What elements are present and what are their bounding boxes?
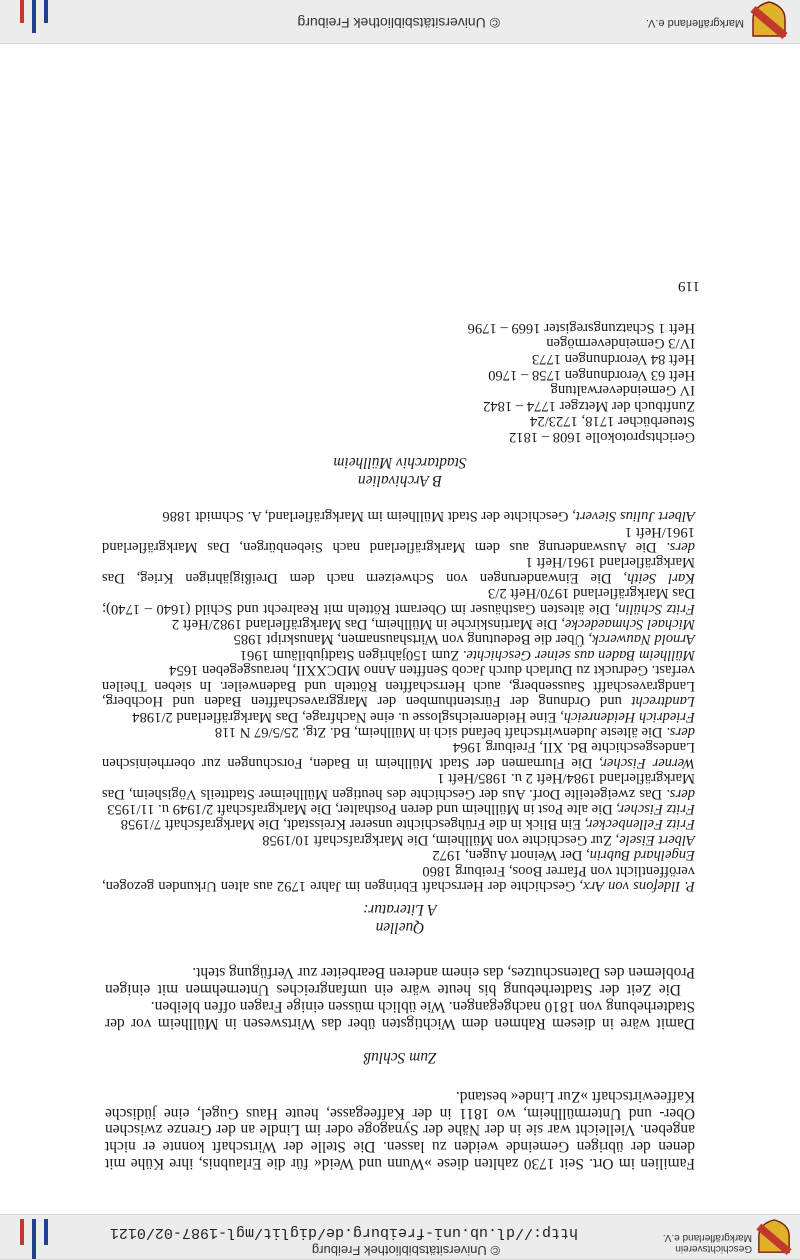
literature-author: Friedrich Heidenreich,: [560, 708, 695, 725]
literature-author: P. Ildefons von Arx,: [579, 878, 695, 894]
header-copyright: © Universitätsbibliothek Freiburg: [311, 1243, 500, 1258]
literature-author: Fritz Fischer,: [616, 800, 695, 817]
literature-title: Geschichte der Herrschaft Ebringen im Jahre 1792 aus alten Urkunden gezogen, veröffentlicht von Pfarrer Boos, Freiburg 1860: [102, 862, 695, 894]
footer-copyright: © Universitätsbibliothek Freiburg: [297, 15, 500, 31]
literature-author: Werner Fischer,: [599, 754, 695, 771]
university-logo-icon: [20, 1219, 48, 1259]
literature-entry: [102, 816, 695, 831]
literature-entry: [102, 862, 695, 893]
literature-title: Die Auswanderung aus dem Markgräflerland nach Siebenbürgen, Das Markgräflerland 1961/Heft 1: [102, 523, 695, 556]
schluss-paragraph-2: Die Zeit der Stadterhebung bis heute wäre ein umfangreiches Unternehmen mit einigen Problemen des Datenschutzes, das einem anderen Bearbeiter zur Verfügung steht.: [105, 964, 695, 998]
literature-author: Fritz Schülin,: [614, 600, 695, 617]
archive-item: Heft 63 Verordnungen 1758 – 1760: [488, 366, 695, 383]
archive-item: Heft 84 Verordnungen 1773: [531, 351, 695, 368]
literature-entry: [102, 523, 695, 554]
schluss-heading: Zum Schluß: [363, 1049, 437, 1066]
archive-item: IV/3 Gemeindevermögen: [546, 335, 695, 352]
literature-entry: [102, 847, 695, 862]
literatur-heading: A Literatur:: [363, 901, 437, 918]
literature-title: Geschichte der Stadt Müllheim im Markgräflerland, A. Schmidt 1886: [162, 508, 573, 525]
literature-title: Zur Geschichte von Müllheim, Die Markgrafschaft 10/1958: [262, 831, 616, 848]
literature-entry: [102, 708, 695, 723]
quellen-heading: Quellen: [375, 919, 425, 936]
literature-title: Die Martinskirche in Müllheim, Das Markgräflerland 1982/Heft 2: [171, 616, 562, 633]
literature-author: Müllheim Baden aus seiner Geschichte.: [462, 646, 695, 663]
literature-title: Zum 150jährigen Stadtjubiläum 1961: [239, 646, 463, 663]
literature-author: ders.: [666, 539, 695, 556]
literature-entry: [102, 831, 695, 846]
literature-entry: [102, 508, 695, 523]
literature-title: Die Einwanderungen von Schweizern nach dem Dreißigjährigen Krieg, Das Markgräflerland 1961/Heft 1: [102, 554, 695, 586]
literature-author: Engelhard Bubrin,: [586, 847, 695, 864]
archive-subheading: Stadtarchiv Müllheim: [333, 454, 467, 471]
literature-author: Albert Eisele,: [615, 831, 695, 848]
association-crest-icon: [756, 1219, 792, 1255]
literature-entry: [102, 585, 695, 616]
footer-association-text: Markgräflerland e.V.: [645, 17, 744, 29]
literature-title: Das zweigeteilte Dorf. Aus der Geschichte des heutigen Müllheimer Stadtteils Vögisheim, Das Markgräflerland 1984/Heft 2 u. 1985/Heft 1: [102, 770, 695, 802]
literature-title: Ein Blick in die Frühgeschichte unserer Kreisstadt, Die Markgrafschaft 7/1958: [120, 816, 585, 833]
archive-item: Gerichtsprotokolle 1608 – 1812: [508, 429, 695, 445]
literature-entry: [102, 616, 695, 631]
archive-list: [468, 319, 695, 444]
archive-item: Heft 1 Schatzungsregister 1669 – 1796: [467, 319, 695, 336]
archive-item: Steuerbücher 1718, 1723/24: [530, 413, 695, 430]
literature-author: Arnold Nauwerck,: [588, 631, 695, 648]
archive-item: IV Gemeindeverwaltung: [550, 382, 695, 399]
literature-title: und Ordnung der Fürstenthumben der Marggraveschafften Baden und Hochberg, Landgraveschafft Saussenberg, auch Herrschafften Rötteln und Badenweiler. In sieben Theilen verfast. Gedruckt zu Durlach durch Jacob Senfften Anno MDCXXII, herausgegeben 1654: [102, 662, 695, 710]
literature-author: Fritz Fellenbecker,: [584, 816, 695, 833]
literature-entry: [102, 554, 695, 585]
archive-item: Zunftbuch der Metzger 1774 – 1842: [483, 397, 695, 414]
literature-title: Eine Heidenreichsglosse u. eine Nachfrage, Das Markgräflerland 2/1984: [132, 708, 561, 725]
page-header-strip: [0, 1215, 800, 1260]
literature-entry: [102, 770, 695, 801]
literature-author: ders.: [666, 723, 695, 740]
literature-list: [102, 508, 695, 893]
literature-title: Die alte Post in Müllheim und deren Posthalter, Die Markgrafschaft 2/1949 u. 11/1953: [107, 800, 617, 817]
literature-entry: [102, 631, 695, 646]
archive-heading: B Archivalien: [357, 472, 443, 489]
literature-author: Michael Schmaedecke,: [561, 616, 695, 633]
literature-title: Die ältesten Gasthäuser im Oberamt Rötteln mit Realrecht und Schild (1640 – 1740); Das Markgräflerland 1970/Heft 2/3: [102, 585, 695, 617]
literature-entry: [102, 801, 695, 816]
literature-author: Landtrecht: [631, 693, 695, 710]
schluss-paragraph-1: Damit wäre in diesem Rahmen dem Wichtigsten über das Wirtswesen in Müllheim vor der Stadterhebung von 1810 nachgegangen. Wie üblich müssen einige Fragen offen bleiben.: [105, 998, 695, 1032]
literature-title: Die Flurnamen der Stadt Müllheim in Baden, Forschungen zur oberrheinischen Landesgeschichte Bd. XII, Freiburg 1964: [102, 739, 695, 771]
literature-author: Albert Julius Sievert,: [572, 508, 695, 525]
header-association-line2: Markgräflerland e.V.: [662, 1232, 752, 1243]
header-association-line1: Geschichtsverein: [675, 1243, 752, 1254]
literature-entry: [102, 647, 695, 662]
literature-entry: [102, 662, 695, 708]
literature-entry: [102, 724, 695, 739]
literature-title: Der Weinort Augen, 1972: [432, 847, 587, 864]
literature-author: Karl Seith,: [623, 569, 695, 586]
literature-title: Über die Bedeutung von Wirtshausnamen, Manuskript 1985: [233, 631, 589, 648]
page-number: 119: [678, 278, 700, 294]
header-url-link[interactable]: http://dl.ub.uni-freiburg.de/diglit/mgl-1987-02/0121: [109, 1224, 578, 1241]
literature-entry: [102, 739, 695, 770]
literature-title: Die älteste Judenwirtschaft befand sich in Müllheim, Bd. Ztg. 25/5/67 N 118: [214, 723, 667, 740]
intro-paragraph: Familien im Ort. Seit 1730 zahlten diese »Wunn und Weid« für die Erlaubnis, ihre Kühe mit denen der übrigen Gemeinde weiden zu lassen. Die Stelle der Wirtschaft konnte er nicht angeben. Vielleicht war sie in der Nähe der Synagoge oder im Lindle an der Grenze zwischen Ober- und Untermüllheim, wo 1811 in der Kaffeegasse, heute Haus Gugel, eine jüdische Kaffeewirtschaft »Zur Linde« bestand.: [105, 1087, 695, 1172]
literature-author: ders.: [666, 785, 695, 802]
